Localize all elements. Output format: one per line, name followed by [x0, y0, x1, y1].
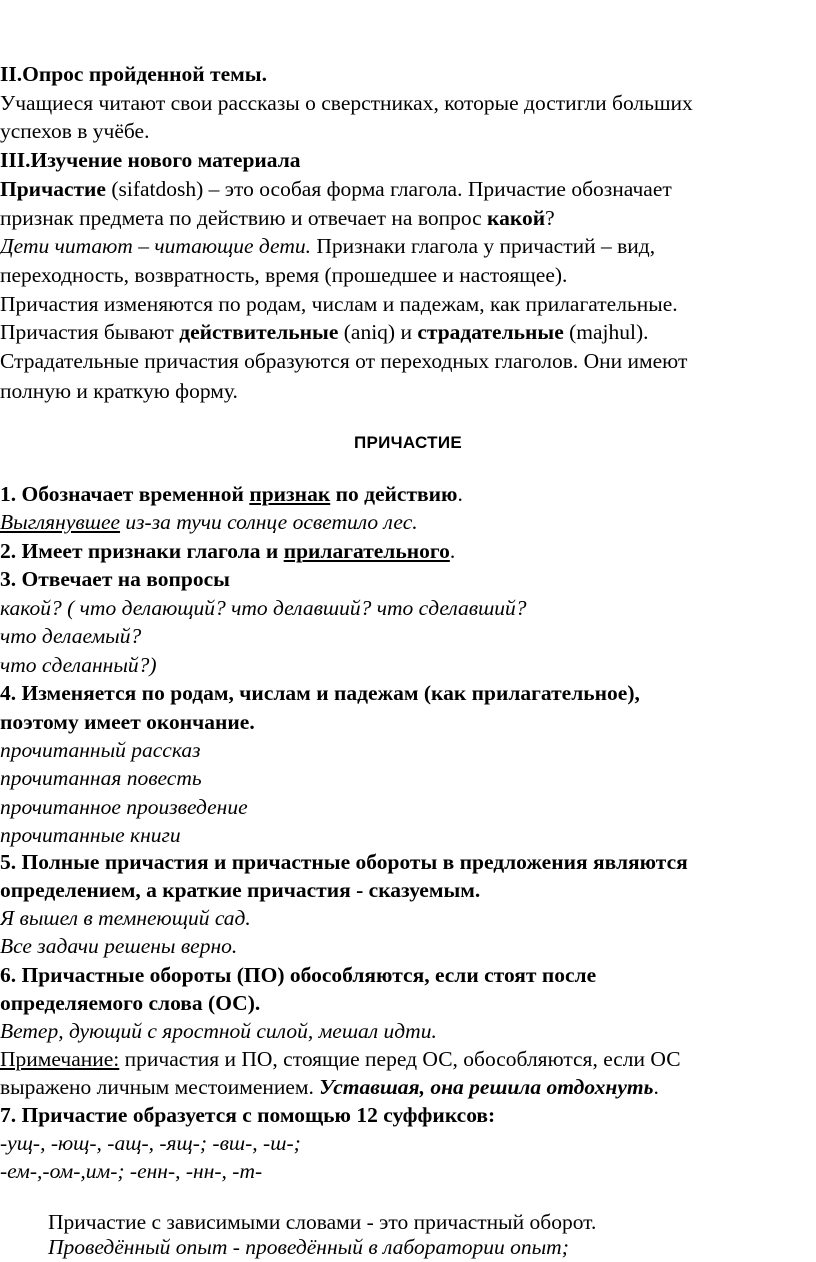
point-7: 7. Причастие образуется с помощью 12 суффиксов:	[0, 1103, 496, 1127]
point-6-line-2: определяемого слова (ОС).	[0, 991, 261, 1015]
point-5-example-2: Все задачи решены верно.	[0, 934, 238, 958]
definition-line-2: признак предмета по действию и отвечает на вопрос какой?	[0, 206, 555, 230]
section-3-heading: III.Изучение нового материала	[0, 148, 301, 172]
suffixes-line-2: -ем-,-ом-,им-; -енн-, -нн-, -т-	[0, 1159, 263, 1183]
footer-line-2: Проведённый опыт - проведённый в лаборатории опыт;	[48, 1235, 569, 1259]
definition-text: (sifatdosh) – это особая форма глагола. Причастие обозначает	[105, 177, 672, 201]
definition-line-1	[0, 175, 672, 204]
passive-line-1: Страдательные причастия образуются от переходных глаголов. Они имеют	[0, 349, 688, 373]
note-line-1: Примечание: причастия и ПО, стоящие перед ОС, обособляются, если ОС	[0, 1047, 681, 1071]
point-1: 1. Обозначает временной признак по действию.	[0, 482, 463, 506]
point-1-example: Выглянувшее из-за тучи солнце осветило лес.	[0, 510, 418, 534]
section-2-text-line-1: Учащиеся читают свои рассказы о сверстниках, которые достигли больших	[0, 91, 693, 115]
types-line: Причастия бывают действительные (aniq) и страдательные (majhul).	[0, 320, 649, 344]
point-5-line-2: определением, а краткие причастия - сказуемым.	[0, 878, 481, 902]
point-4-example-2: прочитанная повесть	[0, 766, 202, 790]
point-4-example-3: прочитанное произведение	[0, 795, 248, 819]
active-type: действительные	[179, 320, 339, 344]
point-5-example-1: Я вышел в темнеющий сад.	[0, 906, 251, 930]
note-line-2: выражено личным местоимением. Уставшая, она решила отдохнуть.	[0, 1075, 659, 1099]
change-line: Причастия изменяются по родам, числам и падежам, как прилагательные.	[0, 292, 678, 316]
point-4-example-4: прочитанные книги	[0, 823, 181, 847]
point-5-line-1: 5. Полные причастия и причастные обороты в предложения являются	[0, 850, 688, 874]
definition-term: Причастие	[0, 177, 106, 201]
point-4-line-1: 4. Изменяется по родам, числам и падежам (как прилагательное),	[0, 681, 640, 705]
point-4-line-2: поэтому имеет окончание.	[0, 710, 255, 734]
passive-line-2: полную и краткую форму.	[0, 379, 238, 403]
passive-type: страдательные	[417, 320, 564, 344]
transitivity-line: переходность, возвратность, время (прошедшее и настоящее).	[0, 263, 568, 287]
point-3-question-3: что сделанный?)	[0, 653, 157, 677]
example-italic: Дети читают – читающие дети.	[0, 234, 311, 258]
footer-line-1: Причастие с зависимыми словами - это причастный оборот.	[48, 1210, 597, 1234]
point-6-example: Ветер, дующий с яростной силой, мешал идти.	[0, 1019, 437, 1043]
point-3: 3. Отвечает на вопросы	[0, 567, 230, 591]
point-4-example-1: прочитанный рассказ	[0, 738, 201, 762]
point-6-line-1: 6. Причастные обороты (ПО) обособляются, если стоят после	[0, 963, 597, 987]
question-word: какой	[487, 206, 546, 230]
note-label: Примечание:	[0, 1047, 120, 1071]
point-3-question-1: какой? ( что делающий? что делавший? что сделавший?	[0, 596, 527, 620]
point-2: 2. Имеет признаки глагола и прилагательного.	[0, 539, 456, 563]
example-line: Дети читают – читающие дети. Признаки глагола у причастий – вид,	[0, 234, 656, 258]
point-3-question-2: что делаемый?	[0, 624, 142, 648]
section-2-heading: II.Опрос пройденной темы.	[0, 62, 267, 86]
suffixes-line-1: -ущ-, -ющ-, -ащ-, -ящ-; -вш-, -ш-;	[0, 1131, 301, 1155]
table-title: ПРИЧАСТИЕ	[353, 433, 463, 452]
section-2-text-line-2: успехов в учёбе.	[0, 119, 150, 143]
